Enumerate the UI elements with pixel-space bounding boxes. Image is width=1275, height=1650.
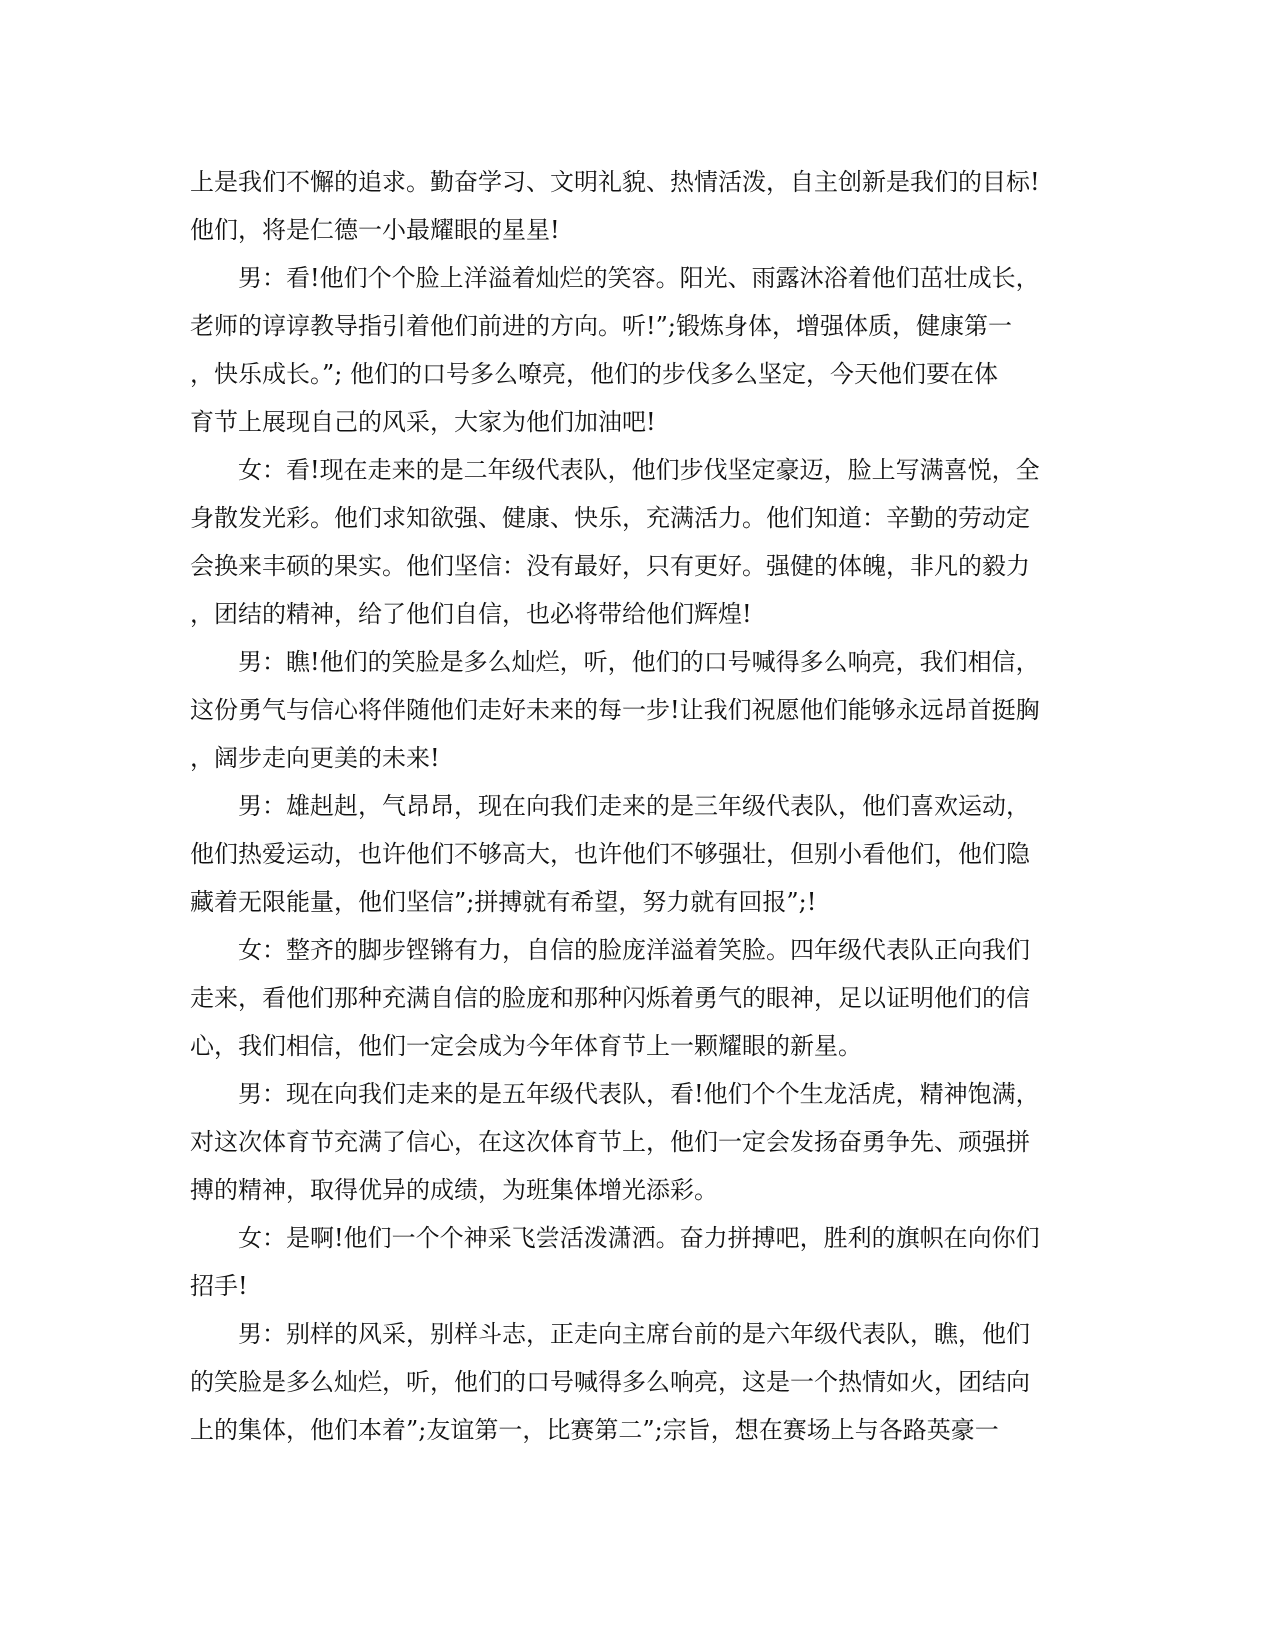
text-line: 会换来丰硕的果实。他们坚信：没有最好，只有更好。强健的体魄，非凡的毅力 [190,552,1030,580]
text-line: ，阔步走向更美的未来! [190,744,440,772]
text-line: 藏着无限能量，他们坚信”;拼搏就有希望，努力就有回报”;! [190,888,817,916]
text-line: 对这次体育节充满了信心，在这次体育节上，他们一定会发扬奋勇争先、顽强拼 [190,1128,1030,1156]
text-line: 的笑脸是多么灿烂，听，他们的口号喊得多么响亮，这是一个热情如火，团结向 [190,1368,1030,1396]
document-body [190,158,1090,1454]
paragraph-first-line: 女：是啊!他们一个个神采飞尝活泼潇洒。奋力拼搏吧，胜利的旗帜在向你们 [238,1224,1040,1252]
text-line: ，快乐成长。”; 他们的口号多么嘹亮，他们的步伐多么坚定，今天他们要在体 [190,360,998,388]
paragraph-first-line: 男：瞧!他们的笑脸是多么灿烂，听，他们的口号喊得多么响亮，我们相信， [238,648,1040,676]
text-line: 他们，将是仁德一小最耀眼的星星! [190,216,560,244]
paragraph-first-line: 女：看!现在走来的是二年级代表队，他们步伐坚定豪迈，脸上写满喜悦，全 [238,456,1040,484]
text-line: 招手! [190,1272,248,1300]
text-line: 育节上展现自己的风采，大家为他们加油吧! [190,408,656,436]
text-line: 心，我们相信，他们一定会成为今年体育节上一颗耀眼的新星。 [190,1032,862,1060]
text-line: 他们热爱运动，也许他们不够高大，也许他们不够强壮，但别小看他们，他们隐 [190,840,1030,868]
paragraph-first-line: 男：现在向我们走来的是五年级代表队，看!他们个个生龙活虎，精神饱满， [238,1080,1040,1108]
text-line: 上是我们不懈的追求。勤奋学习、文明礼貌、热情活泼，自主创新是我们的目标! [190,168,1040,196]
text-line: 搏的精神，取得优异的成绩，为班集体增光添彩。 [190,1176,718,1204]
paragraph-first-line: 男：雄赳赳，气昂昂，现在向我们走来的是三年级代表队，他们喜欢运动， [238,792,1030,820]
text-line: 上的集体，他们本着”;友谊第一，比赛第二”;宗旨，想在赛场上与各路英豪一 [190,1416,999,1444]
text-line: ，团结的精神，给了他们自信，也必将带给他们辉煌! [190,600,752,628]
paragraph-first-line: 女：整齐的脚步铿锵有力，自信的脸庞洋溢着笑脸。四年级代表队正向我们 [238,936,1030,964]
text-line: 身散发光彩。他们求知欲强、健康、快乐，充满活力。他们知道：辛勤的劳动定 [190,504,1030,532]
text-line: 老师的谆谆教导指引着他们前进的方向。听!”;锻炼身体，增强体质，健康第一 [190,312,1012,340]
paragraph-first-line: 男：别样的风采，别样斗志，正走向主席台前的是六年级代表队，瞧，他们 [238,1320,1030,1348]
paragraph-first-line: 男：看!他们个个脸上洋溢着灿烂的笑容。阳光、雨露沐浴着他们茁壮成长， [238,264,1040,292]
text-line: 这份勇气与信心将伴随他们走好未来的每一步!让我们祝愿他们能够永远昂首挺胸 [190,696,1040,724]
text-line: 走来，看他们那种充满自信的脸庞和那种闪烁着勇气的眼神，足以证明他们的信 [190,984,1030,1012]
